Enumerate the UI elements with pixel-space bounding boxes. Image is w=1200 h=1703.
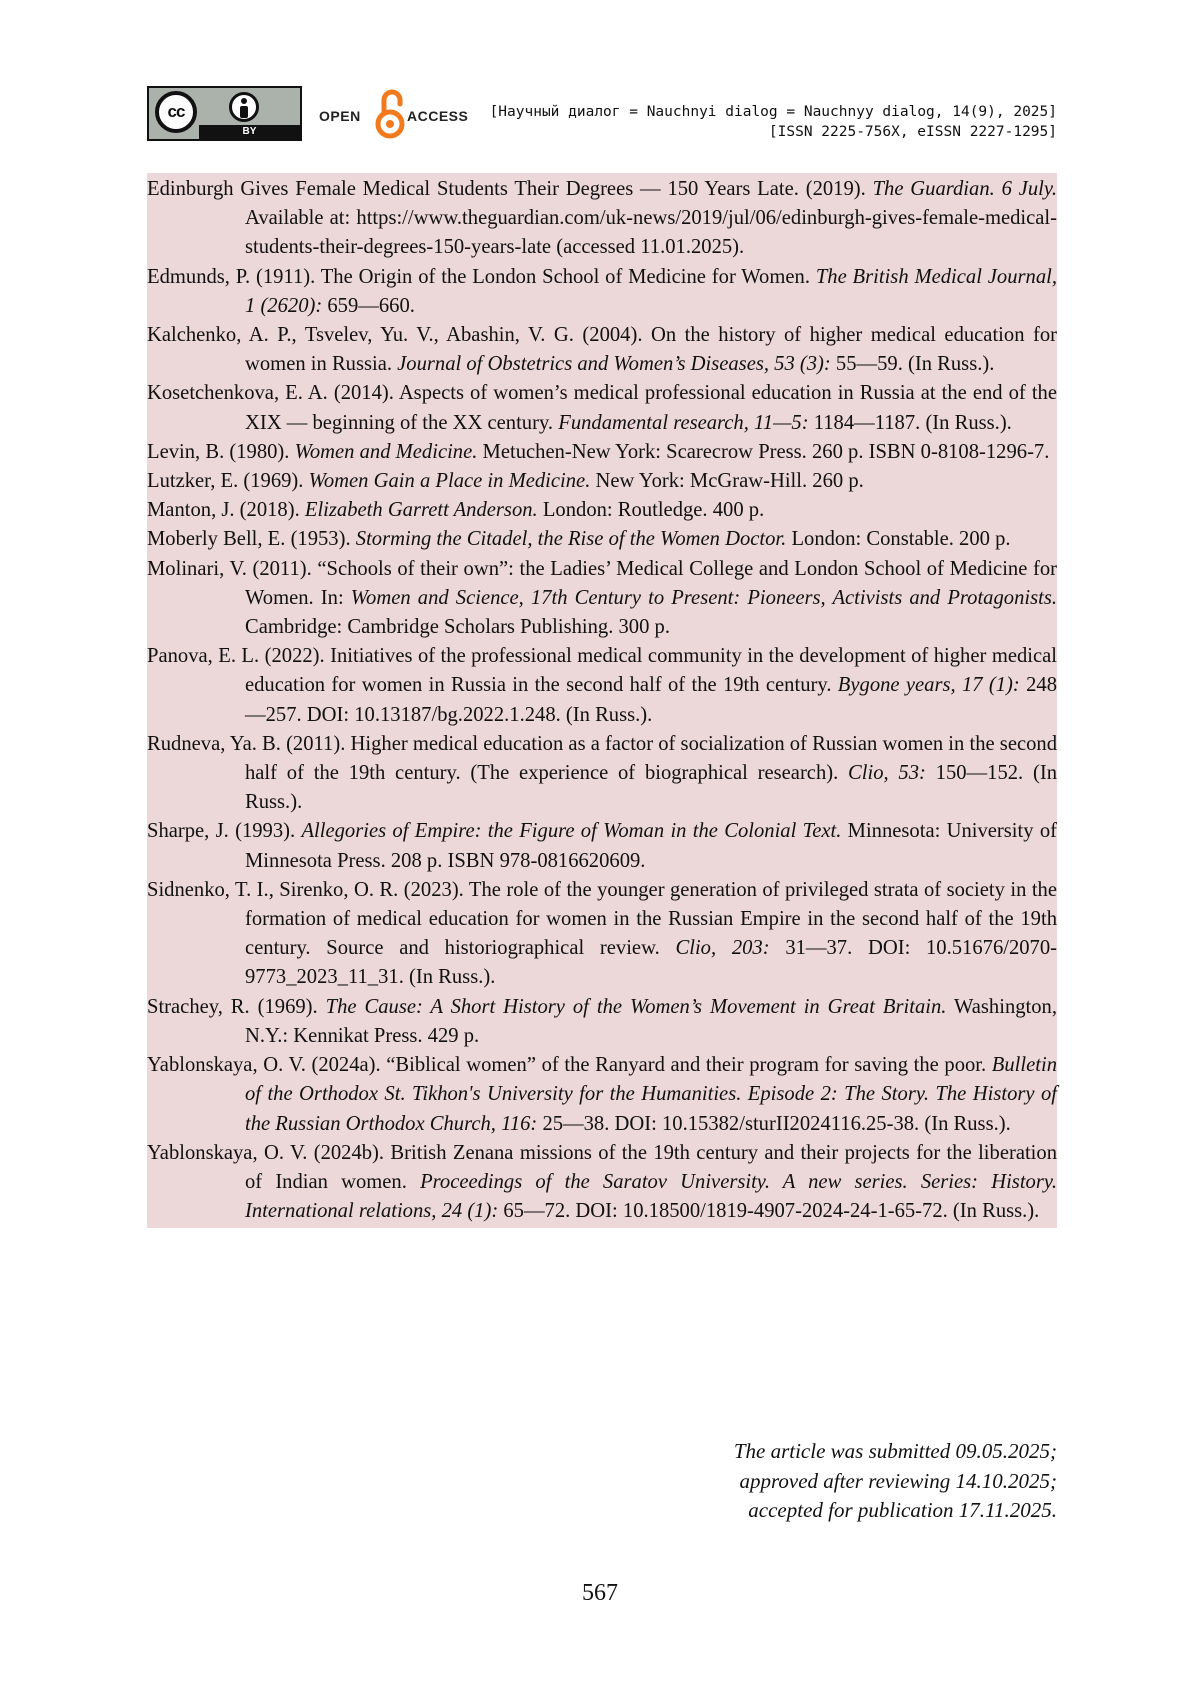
cc-icon: cc: [155, 91, 197, 133]
open-access-open-text: OPEN: [319, 108, 361, 124]
reference-publication-details: 55—59. (In Russ.).: [830, 353, 995, 376]
open-access-access-text: ACCESS: [407, 108, 469, 124]
reference-source-title: Bygone years, 17 (1):: [837, 674, 1020, 697]
reference-authors-and-title: Lutzker, E. (1969).: [147, 470, 309, 493]
reference-list: [147, 173, 1057, 1228]
page-header: [147, 84, 1057, 144]
reference-authors-and-title: Strachey, R. (1969).: [147, 995, 326, 1018]
reference-publication-details: 31—37. DOI: 10.51676/2070-9773_2023_11_31. (In Russ.).: [245, 937, 1058, 989]
reference-entry: [147, 993, 1057, 1051]
reference-source-title: Fundamental research, 11—5:: [558, 411, 809, 434]
reference-source-title: The British Medical Journal, 1 (2620):: [245, 265, 1057, 317]
reference-authors-and-title: Yablonskaya, O. V. (2024a). “Biblical women” of the Ranyard and their program for saving the poor.: [147, 1054, 992, 1077]
reference-authors-and-title: Yablonskaya, O. V. (2024b). British Zenana missions of the 19th century and their projects for the liberation of Indian women.: [147, 1141, 1057, 1193]
reference-authors-and-title: Panova, E. L. (2022). Initiatives of the professional medical community in the development of higher medical education for women in Russia in the second half of the 19th century.: [147, 645, 1057, 697]
approved-date: approved after reviewing 14.10.2025;: [739, 1468, 1057, 1493]
reference-entry: [147, 1051, 1057, 1139]
reference-entry: [147, 321, 1057, 379]
reference-entry: [147, 817, 1057, 875]
reference-authors-and-title: Moberly Bell, E. (1953).: [147, 528, 356, 551]
reference-source-title: Proceedings of the Saratov University. A new series. Series: History. International relations, 24 (1):: [245, 1170, 1058, 1223]
reference-source-title: Clio, 53:: [848, 762, 926, 785]
reference-entry: [147, 1139, 1057, 1227]
reference-publication-details: Minnesota: University of Minnesota Press. 208 p. ISBN 978-0816620609.: [245, 820, 1058, 872]
journal-issn-line: [ISSN 2225-756X, eISSN 2227-1295]: [768, 124, 1057, 140]
reference-source-title: Elizabeth Garrett Anderson.: [304, 499, 538, 522]
reference-source-title: Clio, 203:: [675, 937, 770, 960]
reference-entry: [147, 730, 1057, 818]
reference-publication-details: London: Routledge. 400 p.: [537, 499, 765, 522]
attribution-person-icon: [229, 92, 259, 122]
open-access-logo: [319, 86, 469, 141]
cc-by-license-badge[interactable]: [147, 86, 302, 141]
reference-source-title: Allegories of Empire: the Figure of Woman in the Colonial Text.: [301, 820, 842, 843]
reference-entry: [147, 876, 1057, 993]
reference-entry: [147, 496, 1057, 525]
reference-entry: [147, 175, 1057, 263]
reference-source-title: Women Gain a Place in Medicine.: [308, 470, 591, 493]
reference-publication-details: 65—72. DOI: 10.18500/1819-4907-2024-24-1-65-72. (In Russ.).: [498, 1200, 1040, 1223]
page-number: 567: [582, 1580, 618, 1606]
reference-source-title: Storming the Citadel, the Rise of the Women Doctor.: [355, 528, 787, 551]
submitted-date: The article was submitted 09.05.2025;: [733, 1439, 1057, 1463]
reference-entry: [147, 525, 1057, 554]
open-lock-icon: [374, 86, 406, 142]
reference-source-title: The Cause: A Short History of the Women’s Movement in Great Britain.: [325, 995, 947, 1018]
reference-publication-details: 150—152. (In Russ.).: [245, 762, 1057, 814]
reference-publication-details: Available at: https://www.theguardian.com/uk-news/2019/jul/06/edinburgh-gives-female-medical-students-their-degrees-150-years-late (accessed 11.01.2025).: [245, 207, 1057, 259]
reference-publication-details: New York: McGraw-Hill. 260 p.: [590, 470, 864, 493]
reference-authors-and-title: Edmunds, P. (1911). The Origin of the London School of Medicine for Women.: [147, 265, 816, 288]
reference-entry: [147, 467, 1057, 496]
reference-authors-and-title: Sidnenko, T. I., Sirenko, O. R. (2023). The role of the younger generation of privileged strata of society in the formation of medical education for women in the Russian Empire in the second half of the 19th century. Source and historiographical review.: [147, 878, 1057, 960]
reference-entry: [147, 555, 1057, 643]
reference-publication-details: Metuchen-New York: Scarecrow Press. 260 p. ISBN 0-8108-1296-7.: [477, 440, 1050, 463]
reference-publication-details: Cambridge: Cambridge Scholars Publishing. 300 p.: [245, 616, 670, 639]
reference-authors-and-title: Molinari, V. (2011). “Schools of their own”: the Ladies’ Medical College and London School of Medicine for Women. In:: [147, 557, 1057, 609]
reference-entry: [147, 438, 1057, 467]
journal-title-line: [Научный диалог = Nauchnyi dialog = Nauchnyy dialog, 14(9), 2025]: [489, 104, 1057, 120]
reference-authors-and-title: Sharpe, J. (1993).: [147, 820, 302, 843]
reference-publication-details: 1184—1187. (In Russ.).: [808, 411, 1012, 434]
reference-publication-details: 659—660.: [322, 294, 415, 317]
by-label: BY: [199, 125, 300, 139]
journal-citation: [490, 102, 1057, 142]
reference-authors-and-title: Manton, J. (2018).: [147, 499, 305, 522]
reference-authors-and-title: Kosetchenkova, E. A. (2014). Aspects of women’s medical professional education in Russia at the end of the XIX — beginning of the XX century.: [147, 382, 1057, 434]
reference-authors-and-title: Rudneva, Ya. B. (2011). Higher medical education as a factor of socialization of Russian women in the second half of the 19th century. (The experience of biographical research).: [147, 732, 1057, 785]
reference-entry: [147, 642, 1057, 730]
reference-source-title: Bulletin of the Orthodox St. Tikhon's University for the Humanities. Episode 2: The Story. The History of the Russian Orthodox Church, 116:: [245, 1054, 1057, 1135]
reference-source-title: Women and Medicine.: [294, 440, 478, 463]
reference-publication-details: 25—38. DOI: 10.15382/sturII2024116.25-38. (In Russ.).: [537, 1112, 1011, 1135]
reference-source-title: Women and Science, 17th Century to Present: Pioneers, Activists and Protagonists.: [350, 586, 1057, 609]
reference-authors-and-title: Edinburgh Gives Female Medical Students Their Degrees — 150 Years Late. (2019).: [147, 178, 873, 200]
reference-publication-details: 248—257. DOI: 10.13187/bg.2022.1.248. (In Russ.).: [245, 674, 1057, 726]
reference-entry: [147, 379, 1057, 437]
accepted-date: accepted for publication 17.11.2025.: [748, 1498, 1057, 1522]
reference-entry: [147, 263, 1057, 321]
reference-source-title: Journal of Obstetrics and Women’s Diseases, 53 (3):: [397, 353, 831, 376]
reference-source-title: The Guardian. 6 July.: [872, 178, 1057, 200]
reference-publication-details: Washington, N.Y.: Kennikat Press. 429 p.: [245, 995, 1058, 1047]
article-dates: [734, 1437, 1057, 1526]
reference-authors-and-title: Levin, B. (1980).: [147, 440, 295, 463]
reference-authors-and-title: Kalchenko, A. P., Tsvelev, Yu. V., Abashin, V. G. (2004). On the history of higher medical education for women in Russia.: [147, 324, 1057, 376]
reference-publication-details: London: Constable. 200 p.: [786, 528, 1011, 551]
